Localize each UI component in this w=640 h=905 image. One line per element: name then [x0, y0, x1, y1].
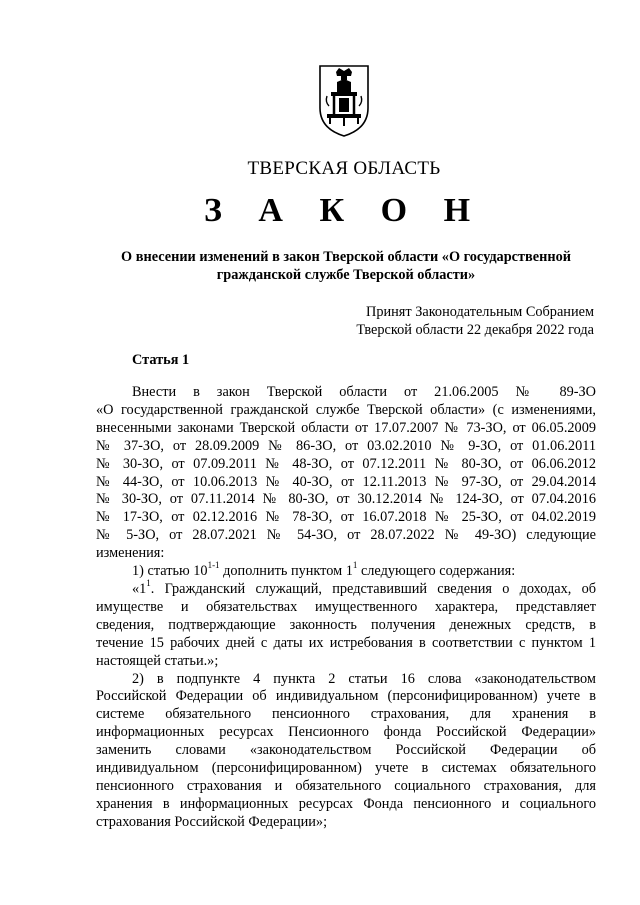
coat-of-arms-emblem: [317, 62, 371, 138]
text-line: 1) статью 10$^{1-1}$ дополнить пунктом $1^1$ следующего содержания:: [132, 560, 516, 580]
adoption-note-line-2: Тверской области 22 декабря 2022 года: [356, 322, 594, 338]
text-line: заменить словами «законодательством Российской Федерации об: [96, 742, 596, 759]
text-line: системе обязательного пенсионного страхования, для хранения в: [96, 706, 596, 723]
paragraph-item-2: [96, 671, 596, 832]
text-line: течение 15 рабочих дней с даты их истребования в соответствии с пунктом 1: [96, 634, 596, 651]
law-title: [96, 248, 596, 284]
paragraph-item-1: [96, 560, 596, 581]
text-line: № 30-ЗО, от 07.09.2011 № 48-ЗО, от 07.12.2011 № 80-ЗО, от 06.06.2012: [96, 455, 596, 472]
paragraph-amendment-intro: [96, 384, 596, 563]
text-line: № 17-ЗО, от 02.12.2016 № 78-ЗО, от 16.07.2018 № 25-ЗО, от 04.02.2019: [96, 509, 596, 526]
article-body: [96, 384, 596, 832]
text-line: № 44-ЗО, от 10.06.2013 № 40-ЗО, от 12.11.2013 № 97-ЗО, от 29.04.2014: [96, 473, 596, 490]
text-line: № 5-ЗО, от 28.07.2021 № 54-ЗО, от 28.07.2022 № 49-ЗО) следующие: [96, 527, 596, 544]
text-line: сведения, подтверждающие законность получения денежных средств, в: [96, 616, 596, 633]
text-line: страхования Российской Федерации»;: [96, 813, 328, 830]
text-line: информационных ресурсах Пенсионного фонда Российской Федерации»: [96, 724, 596, 741]
text-line: «О государственной гражданской службе Тверской области» (с изменениями,: [96, 401, 596, 418]
text-line: 2) в подпункте 4 пункта 2 статьи 16 слова «законодательством: [132, 670, 596, 687]
text-line: внесенными законами Тверской области от 17.07.2007 № 73-ЗО, от 06.05.2009: [96, 419, 596, 436]
text-line: индивидуальном (персонифицированном) учете в системах обязательного: [96, 760, 596, 777]
text-line: пенсионного страхования и обязательного социального страхования, для: [96, 777, 596, 794]
region-heading: ТВЕРСКАЯ ОБЛАСТЬ: [247, 158, 441, 179]
law-title-line-2: гражданской службе Тверской области»: [216, 267, 476, 283]
text-line: «$1^1$. Гражданский служащий, представивший сведения о доходах, об: [132, 578, 596, 597]
text-line: имуществе и обязательствах имущественного характера, представляет: [96, 598, 596, 615]
text-line: изменения:: [96, 545, 165, 562]
adoption-note: [356, 303, 594, 339]
text-line: Российской Федерации об индивидуальном (персонифицированном) учете в: [96, 688, 596, 705]
text-line: № 37-ЗО, от 28.09.2009 № 86-ЗО, от 03.02.2010 № 9-ЗО, от 01.06.2011: [96, 437, 596, 454]
law-title-line-1: О внесении изменений в закон Тверской области «О государственной: [121, 249, 571, 265]
document-type-heading: З А К О Н: [203, 192, 485, 229]
paragraph-quote: [96, 578, 596, 671]
text-line: настоящей статьи.»;: [96, 652, 219, 669]
text-line: хранения в информационных ресурсах Фонда пенсионного и социального: [96, 795, 596, 812]
article-heading: Статья 1: [132, 352, 190, 368]
text-line: Внести в закон Тверской области от 21.06.2005 № 89-ЗО: [132, 384, 596, 400]
adoption-note-line-1: Принят Законодательным Собранием: [366, 304, 594, 320]
text-line: № 30-ЗО, от 07.11.2014 № 80-ЗО, от 30.12.2014 № 124-ЗО, от 07.04.2016: [96, 491, 596, 508]
